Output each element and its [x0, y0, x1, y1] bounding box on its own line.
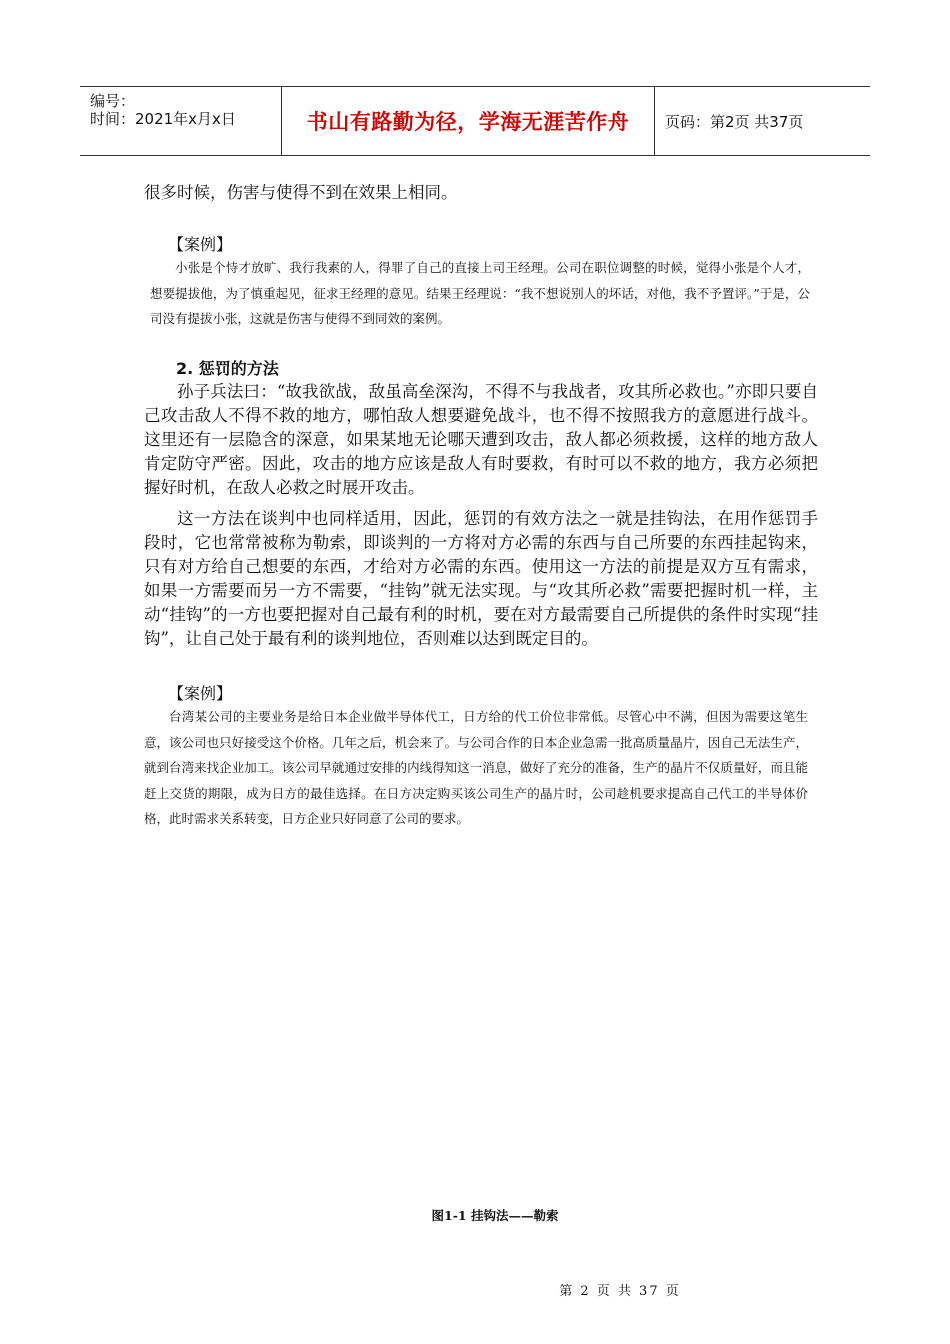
header-page-info: 页码：第2页 共37页	[665, 112, 804, 131]
page-footer: 第 2 页 共 37 页	[559, 1284, 681, 1299]
header-meta	[80, 87, 280, 155]
document-header	[80, 86, 870, 156]
case1-text: 小张是个恃才放旷、我行我素的人，得罪了自己的直接上司王经理。公司在职位调整的时候，觉得小张是个人才，想要提拔他，为了慎重起见，征求王经理的意见。结果王经理说：“我不想说别人的坏话，对他，我不予置评。”于是，公司没有提拔小张，这就是伤害与使得不到同效的案例。	[150, 260, 810, 326]
document-number-label: 编号：	[90, 92, 136, 110]
header-motto-cell	[281, 87, 655, 155]
header-motto: 书山有路勤为径，学海无涯苦作舟	[306, 110, 630, 134]
intro-paragraph: 很多时候，伤害与使得不到在效果上相同。	[144, 183, 458, 202]
paragraph-sunzi: 孙子兵法曰：“故我欲战，敌虽高垒深沟，不得不与我战者，攻其所必救也。”亦即只要自己攻击敌人不得不救的地方，哪怕敌人想要避免战斗，也不得不按照我方的意愿进行战斗。这里还有一层隐含的深意，如果某地无论哪天遭到攻击，敌人都必须救援，这样的地方敌人肯定防守严密。因此，攻击的地方应该是敌人有时要救，有时可以不救的地方，我方必须把握好时机，在敌人必救之时展开攻击。	[144, 382, 818, 497]
case2-label: 【案例】	[168, 684, 233, 703]
paragraph-hook-method: 这一方法在谈判中也同样适用，因此，惩罚的有效方法之一就是挂钩法，在用作惩罚手段时，它也常常被称为勒索，即谈判的一方将对方必需的东西与自己所要的东西挂起钩来，只有对方给自己想要的东西，才给对方必需的东西。使用这一方法的前提是双方互有需求，如果一方需要而另一方不需要，“挂钩”就无法实现。与“攻其所必救”需要把握时机一样，主动“挂钩”的一方也要把握对自己最有利的时机，要在对方最需要自己所提供的条件时实现“挂钩”，让自己处于最有利的谈判地位，否则难以达到既定目的。	[144, 509, 818, 648]
figure-caption: 图1-1 挂钩法——勒索	[431, 1208, 559, 1223]
case1-label: 【案例】	[168, 235, 233, 254]
header-page-cell	[655, 87, 870, 155]
document-time-label: 时间：2021年x月x日	[90, 110, 236, 128]
case2-text: 台湾某公司的主要业务是给日本企业做半导体代工，日方给的代工价位非常低。尽管心中不满，但因为需要这笔生意，该公司也只好接受这个价格。几年之后，机会来了。与公司合作的日本企业急需一批高质量晶片，因自己无法生产，就到台湾来找企业加工。该公司早就通过安排的内线得知这一消息，做好了充分的准备，生产的晶片不仅质量好，而且能赶上交货的期限，成为日方的最佳选择。在日方决定购买该公司生产的晶片时，公司趁机要求提高自己代工的半导体价格，此时需求关系转变，日方企业只好同意了公司的要求。	[144, 709, 808, 826]
section-title: 2. 惩罚的方法	[176, 359, 279, 378]
